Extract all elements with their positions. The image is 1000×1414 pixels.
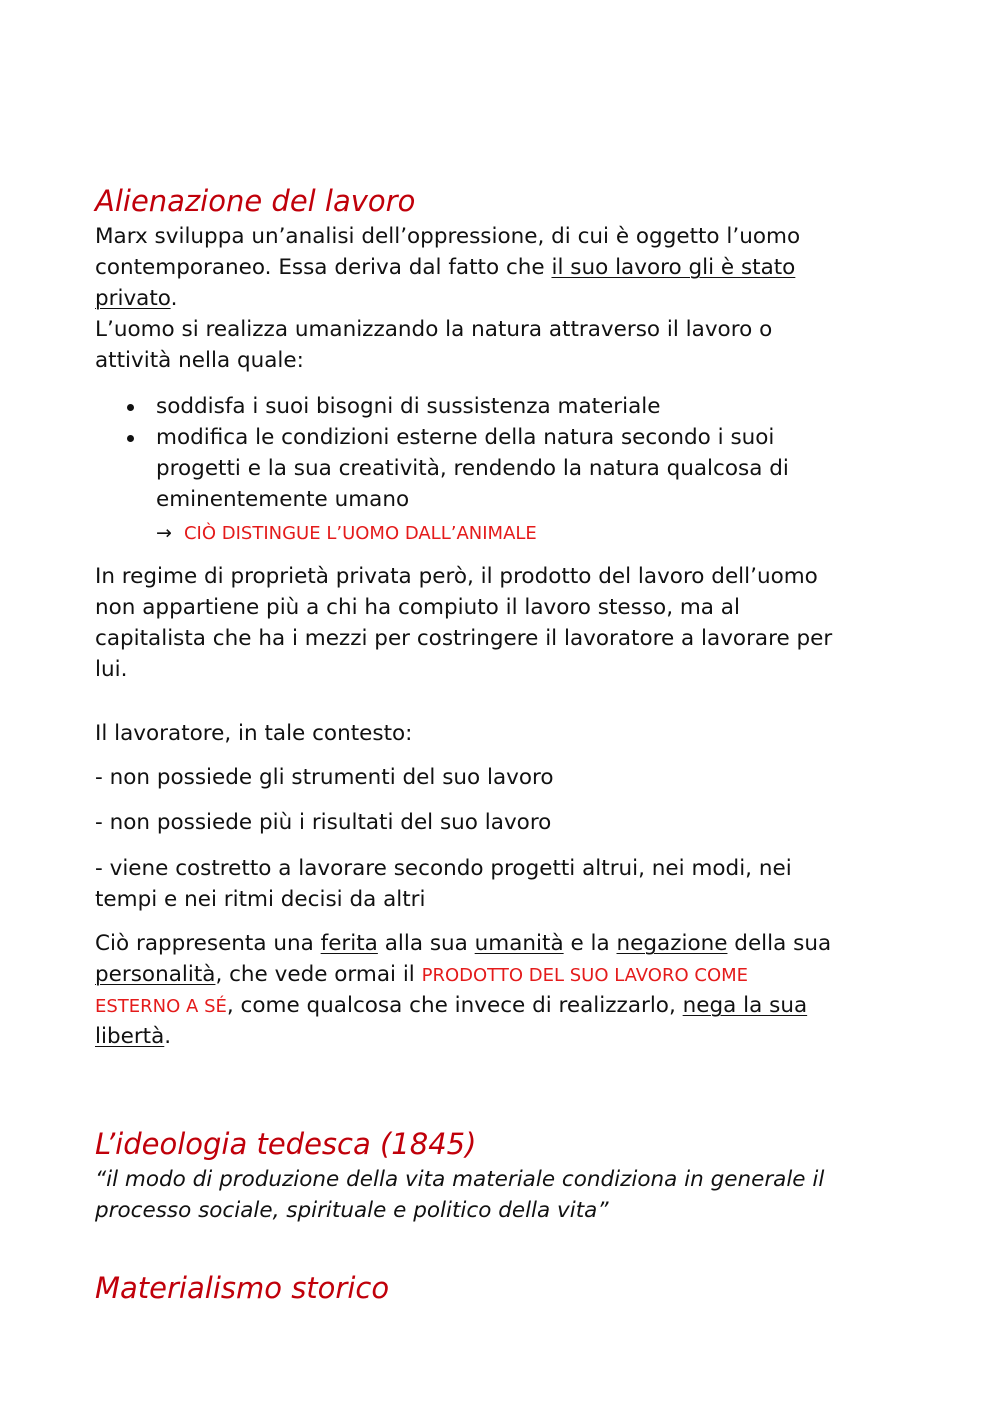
paragraph-line: In regime di proprietà privata però, il prodotto del lavoro dell’uomo xyxy=(95,564,818,589)
bullet-icon xyxy=(127,435,134,442)
underlined-text: il suo lavoro gli è stato xyxy=(551,255,796,280)
highlight-text: PRODOTTO DEL SUO LAVORO COME xyxy=(421,965,749,986)
quote-line: processo sociale, spirituale e politico della vita” xyxy=(95,1198,609,1223)
text-span: della sua xyxy=(727,931,832,956)
text-span: , come qualcosa che invece di realizzarlo, xyxy=(226,993,683,1018)
highlight-text: ESTERNO A SÉ xyxy=(95,996,227,1017)
text-span: , che vede ormai il xyxy=(215,962,422,987)
dash-item: - non possiede più i risultati del suo lavoro xyxy=(95,810,552,835)
paragraph-line: capitalista che ha i mezzi per costringere il lavoratore a lavorare per xyxy=(95,626,833,651)
paragraph-line: non appartiene più a chi ha compiuto il lavoro stesso, ma al xyxy=(95,595,740,620)
paragraph-line xyxy=(95,252,795,283)
list-item: soddisfa i suoi bisogni di sussistenza materiale xyxy=(156,394,661,419)
paragraph-line xyxy=(95,928,831,959)
text-span: Ciò rappresenta una xyxy=(95,931,321,956)
dash-item: - viene costretto a lavorare secondo progetti altrui, nei modi, nei xyxy=(95,856,792,881)
underlined-text: privato xyxy=(95,286,171,311)
paragraph-line: Il lavoratore, in tale contesto: xyxy=(95,721,413,746)
list-item-continuation: progetti e la sua creatività, rendendo la natura qualcosa di xyxy=(156,456,789,481)
underlined-text: libertà xyxy=(95,1024,165,1049)
dash-item-continuation: tempi e nei ritmi decisi da altri xyxy=(95,887,426,912)
heading-alienazione: Alienazione del lavoro xyxy=(95,184,416,218)
underlined-text: ferita xyxy=(320,931,378,956)
text-span: alla sua xyxy=(377,931,475,956)
paragraph-line: Marx sviluppa un’analisi dell’oppressione, di cui è oggetto l’uomo xyxy=(95,224,801,249)
underlined-text: negazione xyxy=(616,931,728,956)
text-span: . xyxy=(164,1024,172,1049)
paragraph-line xyxy=(95,1021,171,1052)
paragraph-line xyxy=(95,990,807,1022)
underlined-text: nega la sua xyxy=(682,993,808,1018)
arrow-note xyxy=(156,519,537,548)
paragraph-line: L’uomo si realizza umanizzando la natura attraverso il lavoro o xyxy=(95,317,773,342)
list-item-continuation: eminentemente umano xyxy=(156,487,410,512)
text-span: . xyxy=(170,286,178,311)
paragraph-line: attività nella quale: xyxy=(95,348,304,373)
arrow-right-icon: → xyxy=(156,522,172,544)
quote-line: “il modo di produzione della vita materiale condiziona in generale il xyxy=(95,1167,825,1192)
paragraph-line: lui. xyxy=(95,657,128,682)
dash-item: - non possiede gli strumenti del suo lavoro xyxy=(95,765,554,790)
underlined-text: personalità xyxy=(95,962,216,987)
list-item: modifica le condizioni esterne della natura secondo i suoi xyxy=(156,425,775,450)
arrow-note-text: CIÒ DISTINGUE L’UOMO DALL’ANIMALE xyxy=(183,523,537,544)
underlined-text: umanità xyxy=(474,931,564,956)
heading-ideologia: L’ideologia tedesca (1845) xyxy=(95,1127,477,1161)
paragraph-line xyxy=(95,959,748,991)
heading-materialismo: Materialismo storico xyxy=(95,1271,390,1305)
bullet-icon xyxy=(127,404,134,411)
text-span: e la xyxy=(563,931,617,956)
text-span: contemporaneo. Essa deriva dal fatto che xyxy=(95,255,552,280)
paragraph-line xyxy=(95,283,177,314)
